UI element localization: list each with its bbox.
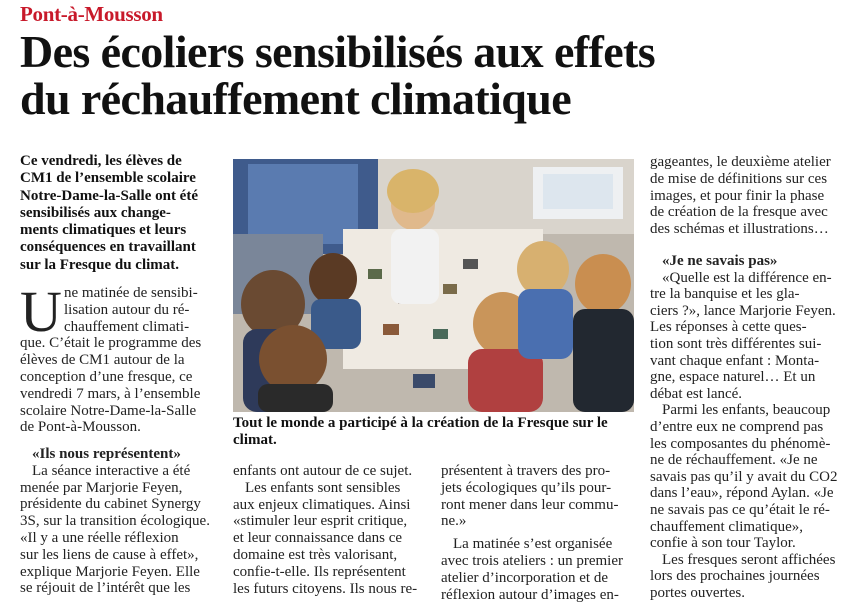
article-lead [20,153,224,274]
text-line: Parmi les enfants, beaucoup [662,402,831,419]
lead-line: Ce vendredi, les élèves de [20,153,182,169]
text-line: se réjouit de l’intérêt que les [20,580,191,597]
text-line: Les fresques seront affichées [662,551,836,568]
text-line: vant chaque enfant : Monta- [650,352,820,369]
text-line: menée par Marjorie Feyen, [20,479,183,496]
text-line: et leur connaissance dans ce [233,530,403,547]
section-2 [650,253,837,601]
column-2 [233,463,417,597]
text-line: des schémas et illustrations… [650,221,829,238]
text-line: portes ouvertes. [650,584,745,601]
section-1 [20,446,210,597]
text-line: jets écologiques qu’ils pour- [441,479,612,496]
text-line: Les enfants sont sensibles [245,479,401,496]
text-line: enfants ont autour de ce sujet. [233,463,413,479]
text-line: gageantes, le deuxième atelier [650,154,831,170]
text-line: d’entre eux ne comprend pas [650,418,824,435]
caption-line: climat. [233,432,277,448]
intro-indented [64,285,198,335]
section-kicker: Pont-à-Mousson [20,2,163,26]
text-line: gne, espace naturel… Et un [650,369,816,386]
text-line: domaine est très valorisant, [233,546,398,563]
text-line: «stimuler leur esprit critique, [233,513,408,530]
text-line: confie à son tour Taylor. [650,535,796,552]
text-line: élèves de CM1 autour de la [20,352,185,369]
text-line: ne matinée de sensibi- [64,285,198,301]
text-line: ne de réchauffement. «Je ne [650,452,818,469]
text-line: de création de la fresque avec [650,204,828,221]
headline-line: Des écoliers sensibilisés aux effets [20,26,656,77]
text-line: ne savais pas ce qu’était le ré- [650,501,830,518]
text-line: conception d’une fresque, ce [20,368,193,385]
lead-line: sur la Fresque du climat. [20,256,180,273]
text-line: présidente du cabinet Synergy [20,496,201,513]
column-3 [441,463,623,603]
text-line: ciers ?», lance Marjorie Feyen. [650,302,836,319]
text-line: atelier d’incorporation et de [441,569,609,586]
lead-line: CM1 de l’ensemble scolaire [20,170,196,187]
lead-line: ments climatiques et leurs [20,222,187,239]
text-line: de mise de définitions sur ces [650,170,828,187]
text-line: confie-t-elle. Ils représentent [233,563,406,580]
text-line: ne.» [441,513,467,530]
headline-line: du réchauffement climatique [20,73,572,124]
subheading: «Je ne savais pas» [662,253,778,269]
text-line: chauffement climatique», [650,518,803,535]
text-line: lors des prochaines journées [650,568,820,585]
text-line: sur les liens de cause à effet», [20,546,199,563]
text-line: avec trois ateliers : un premier [441,552,624,569]
classroom-photo [233,159,634,412]
caption-line: Tout le monde a participé à la création de la Fresque sur le [233,415,608,431]
text-line: «Quelle est la différence en- [662,269,832,286]
photo-caption [233,415,638,449]
text-line: tre la banquise et les gla- [650,286,800,303]
text-line: dans l’eau», répond Aylan. «Je [650,485,834,502]
text-line: Les réponses à cette ques- [650,319,807,336]
text-line: 3S, sur la transition écologique. [20,513,210,530]
lead-line: sensibilisés aux change- [20,204,171,221]
text-line: explique Marjorie Feyen. Elle [20,563,200,580]
text-line: savais pas qu’il y avait du CO2 [650,468,838,485]
text-line: lisation autour du ré- [64,301,190,318]
intro-body [20,335,201,436]
text-line: vendredi 7 mars, à l’ensemble [20,385,201,402]
text-line: les composantes du phénomè- [650,435,831,452]
text-line: ront mener dans leur commu- [441,496,619,513]
text-line: «Il y a une réelle réflexion [20,529,179,546]
text-line: La séance interactive a été [32,462,191,479]
text-line: aux enjeux climatiques. Ainsi [233,496,411,513]
column-4 [650,154,831,238]
text-line: de Pont-à-Mousson. [20,419,141,436]
lead-line: conséquences en travaillant [20,239,196,256]
subheading: «Ils nous représentent» [32,446,181,462]
text-line: tion sont très différentes sui- [650,335,822,352]
text-line: présentent à travers des pro- [441,463,611,479]
text-line: les futurs citoyens. Ils nous re- [233,580,418,597]
text-line: scolaire Notre-Dame-la-Salle [20,402,197,419]
lead-line: Notre-Dame-la-Salle ont été [20,187,198,204]
drop-cap: U [20,279,62,344]
text-line: La matinée s’est organisée [453,536,613,553]
text-line: que. C’était le programme des [20,335,202,352]
text-line: chauffement climati- [64,318,190,335]
text-line: réflexion autour d’images en- [441,586,619,603]
text-line: débat est lancé. [650,385,743,402]
text-line: images, et pour finir la phase [650,187,825,204]
article-headline [20,28,850,122]
